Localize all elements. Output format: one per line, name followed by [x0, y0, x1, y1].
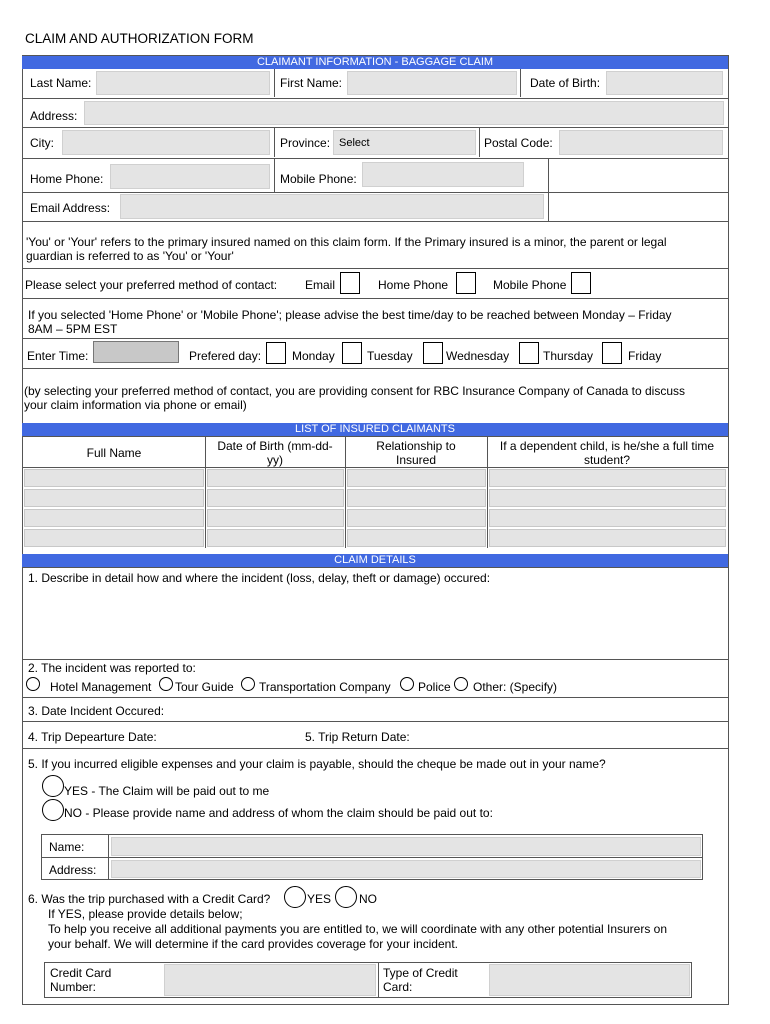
divider	[22, 338, 728, 339]
return-date-label: 5. Trip Return Date:	[305, 730, 410, 744]
credit-card-yes-radio[interactable]	[284, 886, 306, 908]
credit-card-no-label: NO	[359, 892, 377, 906]
wednesday-checkbox[interactable]	[423, 342, 443, 364]
divider	[548, 159, 549, 221]
friday-checkbox[interactable]	[602, 342, 622, 364]
q6-note-1: If YES, please provide details below;	[48, 907, 243, 921]
divider	[479, 128, 480, 157]
divider	[22, 158, 728, 159]
claimant-2-dob-cell[interactable]	[207, 489, 344, 507]
preferred-day-label: Prefered day:	[189, 349, 262, 363]
claimant-4-student-cell[interactable]	[489, 529, 726, 547]
q6-label: 6. Was the trip purchased with a Credit Card?	[28, 892, 271, 906]
cc-type-line: Type of Credit	[383, 966, 458, 980]
q5-label: 5. If you incurred eligible expenses and your claim is payable, should the cheque be made out in your name?	[28, 757, 606, 771]
credit-card-yes-label: YES	[307, 892, 332, 906]
cc-type-label	[383, 966, 458, 994]
q6-note-2: To help you receive all additional payments you are entitled to, we will coordinate with any other potential Insurers on	[48, 922, 668, 936]
reported-police-label: Police	[418, 680, 451, 694]
divider	[274, 128, 275, 157]
claimant-3-relationship-cell[interactable]	[347, 509, 486, 527]
divider	[22, 192, 728, 193]
reported-tour-label: Tour Guide	[175, 680, 234, 694]
dob-field[interactable]	[606, 71, 723, 95]
claimants-section-header: LIST OF INSURED CLAIMANTS	[22, 423, 728, 436]
divider	[22, 98, 728, 99]
divider	[41, 857, 703, 858]
claimant-2-name-cell[interactable]	[24, 489, 204, 507]
divider	[22, 268, 728, 269]
time-note	[28, 308, 672, 336]
time-note-line: 8AM – 5PM EST	[28, 322, 118, 336]
claimant-1-student-cell[interactable]	[489, 469, 726, 487]
consent-line: (by selecting your preferred method of contact, you are providing consent for RBC Insurance Company of Canada to discuss	[24, 384, 686, 398]
col-student-line: If a dependent child, is he/she a full time	[499, 439, 715, 453]
q2-label: 2. The incident was reported to:	[28, 661, 196, 675]
cc-type-field[interactable]	[489, 964, 690, 996]
divider	[22, 721, 728, 722]
reported-transport-radio[interactable]	[241, 677, 255, 691]
claimant-4-relationship-cell[interactable]	[347, 529, 486, 547]
reported-police-radio[interactable]	[400, 677, 414, 691]
first-name-field[interactable]	[347, 71, 517, 95]
divider	[22, 436, 728, 437]
claimant-3-name-cell[interactable]	[24, 509, 204, 527]
city-label: City:	[30, 136, 54, 150]
cc-type-line: Card:	[383, 980, 413, 994]
first-name-label: First Name:	[280, 76, 343, 90]
divider	[520, 69, 521, 97]
divider	[22, 368, 728, 369]
wednesday-label: Wednesday	[446, 349, 510, 363]
q4-label: 4. Trip Depearture Date:	[28, 730, 157, 744]
tuesday-label: Tuesday	[367, 349, 413, 363]
province-label: Province:	[280, 136, 331, 150]
claimant-4-name-cell[interactable]	[24, 529, 204, 547]
claimant-section-header: CLAIMANT INFORMATION - BAGGAGE CLAIM	[22, 56, 728, 69]
divider	[487, 436, 488, 548]
claimant-3-dob-cell[interactable]	[207, 509, 344, 527]
q6-note-3: your behalf. We will determine if the card provides coverage for your incident.	[48, 937, 458, 951]
postal-code-label: Postal Code:	[484, 136, 553, 150]
cc-number-field[interactable]	[164, 964, 376, 996]
last-name-label: Last Name:	[30, 76, 92, 90]
payee-name-label: Name:	[49, 840, 85, 854]
mobile-phone-field[interactable]	[362, 162, 524, 187]
q3-label: 3. Date Incident Occured:	[28, 704, 165, 718]
dob-label: Date of Birth:	[530, 76, 601, 90]
contact-email-label: Email	[305, 278, 336, 292]
divider	[22, 748, 728, 749]
cheque-no-radio[interactable]	[42, 799, 64, 821]
last-name-field[interactable]	[96, 71, 270, 95]
col-relationship-line: Insured	[395, 453, 437, 467]
contact-method-prompt: Please select your preferred method of contact:	[25, 278, 278, 292]
province-select[interactable]: Select	[333, 130, 476, 155]
city-field[interactable]	[62, 130, 270, 155]
you-note	[26, 235, 667, 263]
cheque-no-label: NO - Please provide name and address of whom the claim should be paid out to:	[64, 806, 493, 820]
claimant-1-relationship-cell[interactable]	[347, 469, 486, 487]
form-title: CLAIM AND AUTHORIZATION FORM	[25, 31, 254, 46]
divider	[22, 567, 728, 568]
cc-number-line: Number:	[50, 980, 97, 994]
divider	[22, 221, 728, 222]
reported-hotel-label: Hotel Management	[50, 680, 152, 694]
reported-other-radio[interactable]	[454, 677, 468, 691]
monday-checkbox[interactable]	[266, 342, 286, 364]
col-relationship	[346, 439, 486, 467]
divider	[274, 69, 275, 97]
col-full-name: Full Name	[86, 446, 142, 460]
col-relationship-line: Relationship to	[376, 439, 456, 453]
you-note-line: 'You' or 'Your' refers to the primary insured named on this claim form. If the Primary insured is a minor, the parent or legal	[26, 235, 667, 249]
email-label: Email Address:	[30, 201, 111, 215]
claimant-2-relationship-cell[interactable]	[347, 489, 486, 507]
payee-name-field[interactable]	[111, 837, 701, 856]
payee-address-field[interactable]	[111, 860, 701, 878]
reported-hotel-radio[interactable]	[26, 677, 40, 691]
enter-time-label: Enter Time:	[27, 349, 89, 363]
divider	[22, 697, 728, 698]
you-note-line: guardian is referred to as 'You' or 'Your'	[26, 249, 234, 263]
divider	[22, 467, 728, 468]
divider	[378, 962, 379, 998]
claimant-4-dob-cell[interactable]	[207, 529, 344, 547]
thursday-label: Thursday	[543, 349, 594, 363]
claimant-1-name-cell[interactable]	[24, 469, 204, 487]
reported-tour-radio[interactable]	[159, 677, 173, 691]
divider	[22, 298, 728, 299]
contact-home-label: Home Phone	[378, 278, 449, 292]
home-phone-label: Home Phone:	[30, 172, 104, 186]
friday-label: Friday	[628, 349, 662, 363]
contact-mobile-label: Mobile Phone	[493, 278, 567, 292]
cheque-yes-radio[interactable]	[42, 775, 64, 797]
details-section-header: CLAIM DETAILS	[22, 554, 728, 567]
mobile-phone-label: Mobile Phone:	[280, 172, 357, 186]
col-dob	[206, 439, 344, 467]
col-student	[488, 439, 726, 467]
credit-card-no-radio[interactable]	[335, 886, 357, 908]
divider	[205, 436, 206, 548]
q1-label: 1. Describe in detail how and where the incident (loss, delay, theft or damage) occured:	[28, 571, 491, 585]
address-field[interactable]	[84, 101, 724, 125]
reported-other-label: Other: (Specify)	[473, 680, 558, 694]
thursday-checkbox[interactable]	[519, 342, 539, 364]
col-student-line: student?	[583, 453, 631, 467]
contact-email-checkbox[interactable]	[340, 272, 360, 294]
claimant-3-student-cell[interactable]	[489, 509, 726, 527]
cc-number-label	[50, 966, 111, 994]
col-dob-line: yy)	[267, 453, 283, 467]
address-label: Address:	[30, 109, 78, 123]
time-note-line: If you selected 'Home Phone' or 'Mobile Phone'; please advise the best time/day to be reached between Monday – Friday	[28, 308, 672, 322]
divider	[22, 127, 728, 128]
q1-description-area[interactable]	[24, 586, 726, 658]
contact-home-checkbox[interactable]	[456, 272, 476, 294]
postal-code-field[interactable]	[559, 130, 723, 155]
consent-note	[24, 384, 685, 412]
divider	[274, 159, 275, 192]
enter-time-field[interactable]	[93, 341, 179, 363]
cheque-yes-label: YES - The Claim will be paid out to me	[64, 784, 270, 798]
tuesday-checkbox[interactable]	[342, 342, 362, 364]
consent-line: your claim information via phone or email)	[24, 398, 247, 412]
divider	[22, 659, 728, 660]
payee-address-label: Address:	[49, 863, 97, 877]
cc-number-line: Credit Card	[50, 966, 112, 980]
monday-label: Monday	[292, 349, 335, 363]
col-dob-line: Date of Birth (mm-dd-	[217, 439, 333, 453]
reported-transport-label: Transportation Company	[259, 680, 391, 694]
claimant-2-student-cell[interactable]	[489, 489, 726, 507]
claimant-1-dob-cell[interactable]	[207, 469, 344, 487]
email-field[interactable]	[120, 194, 544, 219]
divider	[345, 436, 346, 548]
contact-mobile-checkbox[interactable]	[571, 272, 591, 294]
home-phone-field[interactable]	[110, 164, 270, 189]
